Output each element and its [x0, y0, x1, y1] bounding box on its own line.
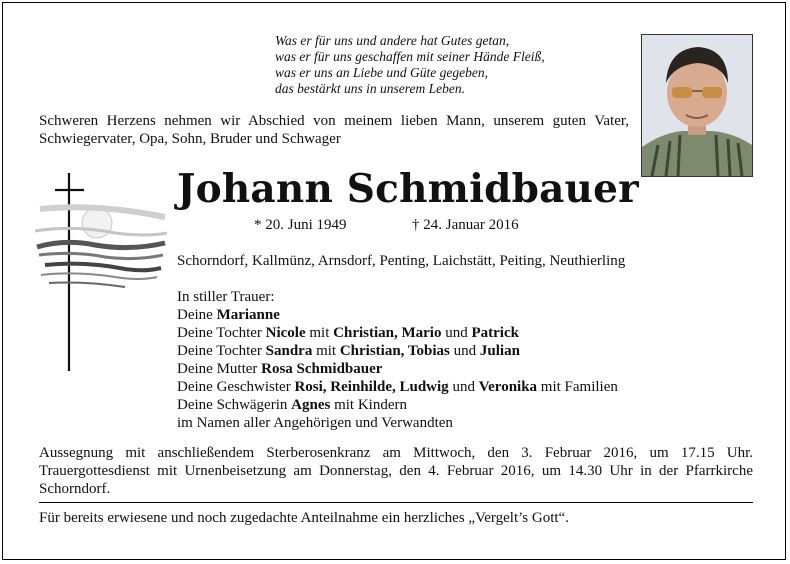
cross-landscape-icon	[35, 173, 170, 373]
death-date: † 24. Januar 2016	[412, 217, 519, 233]
birth-date: * 20. Juni 1949	[254, 217, 347, 233]
mourner-line: Deine Marianne	[177, 307, 280, 323]
portrait-photo	[641, 34, 753, 177]
mourner-line: Deine Schwägerin Agnes mit Kindern	[177, 397, 407, 413]
mourner-line: Deine Tochter Nicole mit Christian, Mario und Patrick	[177, 325, 519, 341]
deceased-name: Johann Schmidbauer	[177, 166, 639, 212]
service-info: Aussegnung mit anschließendem Sterberosenkranz am Mittwoch, den 3. Februar 2016, um 17.15 Uhr. Trauergottesdienst mit Urnenbeisetzung am Donnerstag, den 4. Februar 2016, um 14.30 Uhr in der Pfarrkirche Schorndorf.	[39, 445, 753, 497]
poem-line: was er uns an Liebe und Güte gegeben,	[275, 65, 488, 80]
mourners-heading: In stiller Trauer:	[177, 289, 275, 305]
mourner-line: im Namen aller Angehörigen und Verwandten	[177, 415, 453, 431]
mourner-line: Deine Tochter Sandra mit Christian, Tobias und Julian	[177, 343, 520, 359]
poem-line: was er für uns geschaffen mit seiner Hände Fleiß,	[275, 49, 545, 64]
places-list: Schorndorf, Kallmünz, Arnsdorf, Penting, Laichstätt, Peiting, Neuthierling	[177, 253, 626, 269]
poem	[275, 33, 635, 97]
mourners-list	[177, 288, 737, 432]
mourner-line: Deine Geschwister Rosi, Reinhilde, Ludwig und Veronika mit Familien	[177, 379, 618, 395]
divider	[39, 502, 753, 503]
thanks-text: Für bereits erwiesene und noch zugedachte Anteilnahme ein herzliches „Vergelt’s Gott“.	[39, 510, 569, 526]
obituary-notice	[2, 2, 786, 560]
poem-line: das bestärkt uns in unserem Leben.	[275, 81, 465, 96]
poem-line: Was er für uns und andere hat Gutes getan,	[275, 33, 510, 48]
mourner-line: Deine Mutter Rosa Schmidbauer	[177, 361, 383, 377]
intro-text: Schweren Herzens nehmen wir Abschied von meinem lieben Mann, unserem guten Vater, Schwiegervater, Opa, Sohn, Bruder und Schwager	[39, 113, 629, 147]
